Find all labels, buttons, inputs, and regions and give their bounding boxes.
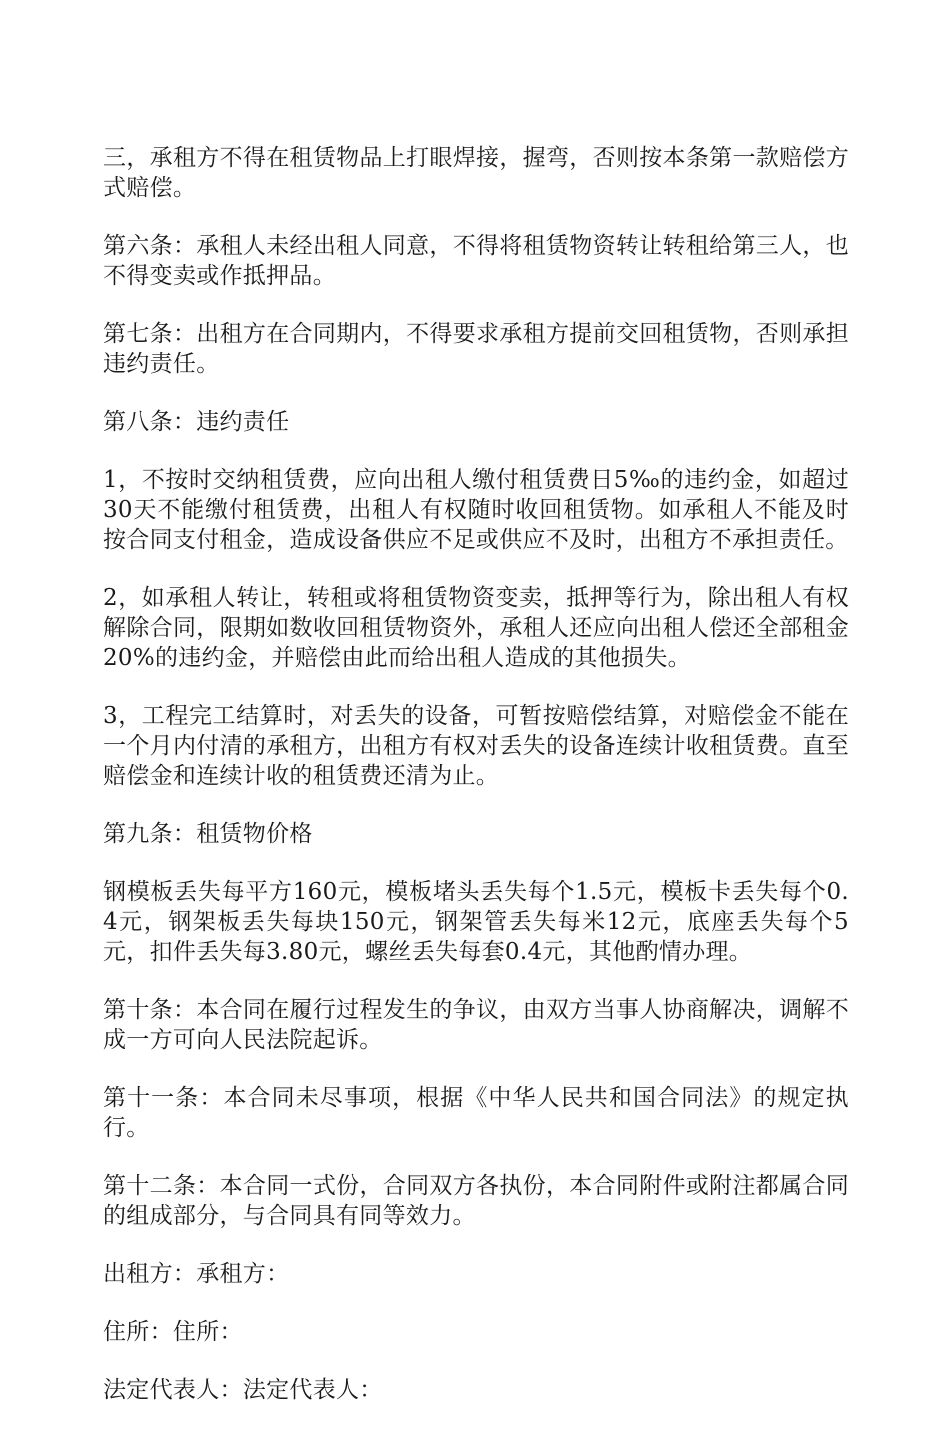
clause-8-item-1: 1，不按时交纳租赁费，应向出租人缴付租赁费日5‰的违约金，如超过30天不能缴付租赁费，出租人有权随时收回租赁物。如承租人不能及时按合同支付租金，造成设备供应不足或供应不及时，出租方不承担责任。 [103,467,849,553]
clause-9-heading: 第九条：租赁物价格 [103,821,313,847]
clause-8-item-2: 2，如承租人转让，转租或将租赁物资变卖，抵押等行为，除出租人有权解除合同，限期如数收回租赁物资外，承租人还应向出租人偿还全部租金20%的违约金，并赔偿由此而给出租人造成的其他损失。 [103,585,849,671]
clause-8-heading: 第八条：违约责任 [103,409,290,435]
signature-address-line: 住所：住所： [103,1319,243,1345]
clause-8-item-3: 3，工程完工结算时，对丢失的设备，可暂按赔偿结算，对赔偿金不能在一个月内付清的承租方，出租方有权对丢失的设备连续计收租赁费。直至赔偿金和连续计收的租赁费还清为止。 [103,703,849,789]
clause-5-item-3: 三，承租方不得在租赁物品上打眼焊接，握弯，否则按本条第一款赔偿方式赔偿。 [103,145,849,201]
signature-representative-line: 法定代表人：法定代表人： [103,1377,383,1403]
clause-10: 第十条：本合同在履行过程发生的争议，由双方当事人协商解决，调解不成一方可向人民法院起诉。 [103,997,849,1053]
clause-12: 第十二条：本合同一式份，合同双方各执份，本合同附件或附注都属合同的组成部分，与合同具有同等效力。 [103,1173,849,1229]
contract-page [103,143,849,1433]
clause-11: 第十一条：本合同未尽事项，根据《中华人民共和国合同法》的规定执行。 [103,1085,849,1141]
clause-9-price-list: 钢模板丢失每平方160元，模板堵头丢失每个1.5元，模板卡丢失每个0.4元，钢架板丢失每块150元，钢架管丢失每米12元，底座丢失每个5元，扣件丢失每3.80元，螺丝丢失每套0.4元，其他酌情办理。 [103,879,849,965]
signature-party-line: 出租方：承租方： [103,1261,290,1287]
clause-6: 第六条：承租人未经出租人同意，不得将租赁物资转让转租给第三人，也不得变卖或作抵押品。 [103,233,849,289]
clause-7: 第七条：出租方在合同期内，不得要求承租方提前交回租赁物，否则承担违约责任。 [103,321,849,377]
